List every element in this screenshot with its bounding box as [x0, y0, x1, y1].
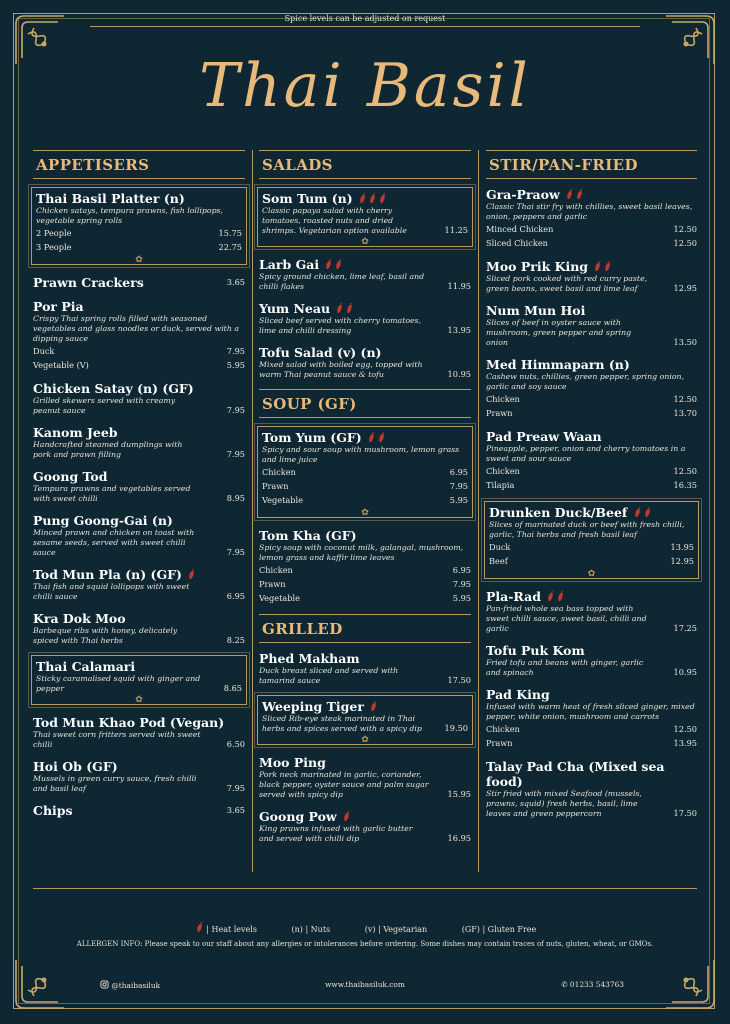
item-description: Barbeque ribs with honey, delicately spiced with Thai herbs: [33, 626, 178, 645]
item-name-text: Goong Tod: [33, 469, 108, 484]
item-price: 17.25: [673, 623, 697, 633]
option-price: 7.95: [226, 346, 245, 356]
option-label: Minced Chicken: [486, 224, 554, 234]
item-description: Cashew nuts, chillies, green pepper, spring onion, garlic and soy sauce: [486, 372, 685, 391]
item-name-text: Som Tum (n): [262, 191, 353, 206]
menu-item: [33, 715, 245, 750]
item-price: 10.95: [447, 369, 471, 379]
item-description: Sliced pork cooked with red curry paste, green beans, sweet basil and lime leaf: [486, 274, 648, 293]
item-name-text: Pad Preaw Waan: [486, 429, 602, 444]
option-price: 15.75: [218, 228, 242, 238]
item-description: Minced prawn and chicken on toast with sesame seeds, served with sweet chilli sauce: [33, 528, 195, 557]
section-title-salads: SALADS: [259, 150, 471, 179]
item-description: Chicken satays, tempura prawns, fish lollipops, vegetable spring rolls: [36, 206, 224, 225]
item-name-text: Tofu Puk Kom: [486, 643, 585, 658]
section-title-soup: SOUP (GF): [259, 389, 471, 418]
item-name-text: Tom Yum (GF): [262, 430, 362, 445]
item-name-text: Kra Dok Moo: [33, 611, 126, 626]
option-label: Duck: [33, 346, 55, 356]
chili-icon: [324, 259, 333, 270]
item-description: Spicy soup with coconut milk, galangal, mushroom, lemon grass and kaffir lime leaves: [259, 543, 464, 562]
menu-item: [259, 809, 471, 844]
menu-item: [33, 759, 245, 794]
item-desc-row: [36, 674, 242, 694]
item-desc-row: [259, 770, 471, 800]
item-name: [486, 429, 697, 444]
divider: [33, 888, 697, 889]
option-row: [486, 722, 697, 736]
chili-icon: [358, 193, 367, 204]
item-description: Pan-fried whole sea bass topped with sweet chilli sauce, sweet basil, chilli and garlic: [486, 604, 647, 633]
option-label: Chicken: [486, 724, 520, 734]
chili-icon: [335, 303, 344, 314]
chili-icon: [367, 432, 376, 443]
item-name-text: Yum Neau: [259, 301, 331, 316]
item-desc-row: [486, 274, 697, 294]
section-title-grilled: GRILLED: [259, 614, 471, 643]
item-desc-row: [262, 714, 468, 734]
item-name-text: Drunken Duck/Beef: [489, 505, 628, 520]
item-name-text: Chips: [33, 803, 73, 818]
item-description: Pineapple, pepper, onion and cherry tomatoes in a sweet and sour sauce: [486, 444, 686, 463]
option-price: 12.50: [673, 724, 697, 734]
item-description: Mixed salad with boiled egg, topped with warm Thai peanut sauce & tofu: [259, 360, 423, 379]
item-name: [33, 381, 245, 396]
menu-item: [33, 469, 245, 504]
item-name: [262, 699, 468, 714]
option-row: [486, 222, 697, 236]
menu-item: [31, 187, 247, 265]
section-title-stirfried: STIR/PAN-FRIED: [486, 150, 697, 179]
item-name: [259, 345, 471, 360]
item-name: [33, 425, 245, 440]
spice-note: Spice levels can be adjusted on request: [284, 14, 446, 23]
item-name-text: Thai Calamari: [36, 659, 136, 674]
option-row: [259, 591, 471, 605]
menu-item: [486, 429, 697, 492]
soup-list: [259, 426, 471, 605]
item-name-text: Pad King: [486, 687, 550, 702]
item-name-text: Por Pia: [33, 299, 84, 314]
menu-item: [259, 651, 471, 686]
item-name: [259, 528, 471, 543]
item-price: 7.95: [226, 547, 245, 557]
column-divider: [478, 150, 479, 872]
option-row: [489, 554, 694, 568]
item-desc-row: [33, 440, 245, 460]
option-price: 5.95: [449, 495, 468, 505]
chili-icon: [369, 701, 378, 712]
menu-item: [259, 345, 471, 380]
item-price: 16.95: [447, 833, 471, 843]
salads-list: [259, 187, 471, 380]
option-price: 12.50: [673, 394, 697, 404]
option-row: [33, 344, 245, 358]
menu-item: [33, 381, 245, 416]
item-description: Fried tofu and beans with ginger, garlic and spinach: [486, 658, 644, 677]
item-name: [33, 469, 245, 484]
item-name: [486, 687, 697, 702]
item-price: 8.25: [226, 635, 245, 645]
item-name-text: Chicken Satay (n) (GF): [33, 381, 194, 396]
menu-item: [33, 803, 245, 818]
menu-item: [486, 643, 697, 678]
divider: [90, 26, 640, 27]
item-name: [486, 643, 697, 658]
option-row: [262, 493, 468, 507]
menu-item: [259, 755, 471, 800]
chili-icon: [378, 193, 387, 204]
chili-icon: [575, 189, 584, 200]
item-name-text: Pung Goong-Gai (n): [33, 513, 173, 528]
item-name-text: Tod Mun Pla (n) (GF): [33, 567, 182, 582]
item-description: Stir fried with mixed Seafood (mussels, prawns, squid) fresh herbs, basil, lime leaves and green peppercorn: [486, 789, 642, 818]
item-price: 8.65: [223, 683, 242, 693]
item-name: [259, 809, 471, 824]
option-label: Duck: [489, 542, 511, 552]
item-description: Tempura prawns and vegetables served with sweet chilli: [33, 484, 191, 503]
legend: [0, 922, 730, 934]
item-description: Slices of marinated duck or beef with fresh chilli, garlic, Thai herbs and fresh basil leaf: [489, 520, 685, 539]
item-desc-row: [33, 396, 245, 416]
option-label: Prawn: [486, 738, 513, 748]
menu-item: [486, 259, 697, 294]
phone-number[interactable]: [561, 980, 624, 989]
item-price: 7.95: [226, 449, 245, 459]
chili-icon: [593, 261, 602, 272]
option-label: Beef: [489, 556, 508, 566]
menu-item: [257, 426, 473, 518]
item-description: Crispy Thai spring rolls filled with seasoned vegetables and glass noodles or duck, served with a dipping sauce: [33, 314, 239, 343]
item-price: 7.95: [226, 405, 245, 415]
item-desc-row: [259, 666, 471, 686]
item-name: [486, 759, 697, 789]
item-desc-row: [33, 528, 245, 558]
option-price: 6.95: [449, 467, 468, 477]
item-price: 11.95: [447, 281, 471, 291]
menu-item: [486, 303, 697, 348]
item-name: [36, 191, 242, 206]
item-description: Classic papaya salad with cherry tomatoes, roasted nuts and dried shrimps. Vegetarian option available: [262, 206, 407, 235]
option-price: 13.95: [673, 738, 697, 748]
item-price: 3.65: [226, 805, 245, 815]
option-row: [36, 226, 242, 240]
item-description: Thai sweet corn fritters served with sweet chilli: [33, 730, 201, 749]
item-name-text: Thai Basil Platter (n): [36, 191, 185, 206]
menu-item: [33, 513, 245, 558]
chili-icon: [342, 811, 351, 822]
item-price: 11.25: [444, 225, 468, 235]
item-description: Duck breast sliced and served with tamarind sauce: [259, 666, 399, 685]
menu-item: [33, 611, 245, 646]
item-name: [33, 567, 245, 582]
item-name-text: Weeping Tiger: [262, 699, 364, 714]
stirfried-list: [486, 187, 697, 819]
phone-icon: ✆: [561, 980, 568, 989]
item-name-text: Tom Kha (GF): [259, 528, 357, 543]
item-name: [33, 803, 245, 818]
chili-icon: [546, 591, 555, 602]
column-divider: [252, 150, 253, 872]
option-price: 5.95: [452, 593, 471, 603]
item-desc-row: [486, 604, 697, 634]
instagram-text: @thaibasiluk: [111, 981, 161, 990]
item-description: King prawns infused with garlic butter and served with chilli dip: [259, 824, 413, 843]
option-price: 7.95: [452, 579, 471, 589]
item-desc-row: [486, 318, 697, 348]
item-name-text: Kanom Jeeb: [33, 425, 118, 440]
item-description: Pork neck marinated in garlic, coriander, black pepper, oyster sauce and palm sugar served with spicy dip: [259, 770, 429, 799]
item-description: Slices of beef in oyster sauce with mushroom, green pepper and spring onion: [486, 318, 632, 347]
appetisers-column: [33, 150, 245, 827]
middle-column: [259, 150, 471, 853]
menu-item: [486, 187, 697, 250]
item-price: 17.50: [673, 808, 697, 818]
item-price: 17.50: [447, 675, 471, 685]
chili-icon: [187, 569, 196, 580]
option-row: [486, 236, 697, 250]
item-name-text: Moo Prik King: [486, 259, 589, 274]
item-price: 10.95: [673, 667, 697, 677]
item-description: Sliced Rib-eye steak marinated in Thai herbs and spices served with a spicy dip: [262, 714, 422, 733]
item-name: [33, 759, 245, 774]
item-desc-row: [486, 658, 697, 678]
legend-veg: (v) | Vegetarian: [364, 925, 428, 934]
chili-icon: [603, 261, 612, 272]
option-label: Prawn: [486, 408, 513, 418]
item-name-text: Tod Mun Khao Pod (Vegan): [33, 715, 225, 730]
option-row: [486, 736, 697, 750]
item-name: [486, 357, 697, 372]
item-desc-row: [486, 789, 697, 819]
chili-icon: [556, 591, 565, 602]
item-desc-row: [33, 484, 245, 504]
menu-item: [31, 655, 247, 705]
option-label: Prawn: [262, 481, 289, 491]
option-price: 6.95: [452, 565, 471, 575]
item-desc-row: [33, 582, 245, 602]
item-description: Mussels in green curry sauce, fresh chilli and basil leaf: [33, 774, 197, 793]
option-label: 3 People: [36, 242, 72, 252]
option-row: [489, 540, 694, 554]
option-label: Vegetable: [259, 593, 300, 603]
item-desc-row: [33, 774, 245, 794]
section-title-appetisers: APPETISERS: [33, 150, 245, 179]
menu-item: [257, 187, 473, 247]
option-price: 13.95: [670, 542, 694, 552]
item-name-text: Med Himmaparn (n): [486, 357, 630, 372]
item-name: [259, 257, 471, 272]
option-label: Vegetable: [262, 495, 303, 505]
option-price: 5.95: [226, 360, 245, 370]
option-label: Chicken: [486, 466, 520, 476]
option-row: [33, 358, 245, 372]
item-description: Sticky caramalised squid with ginger and pepper: [36, 674, 201, 693]
option-label: Chicken: [262, 467, 296, 477]
item-name: [33, 513, 245, 528]
item-price: 19.50: [444, 723, 468, 733]
menu-item: [486, 357, 697, 420]
menu-item: [486, 687, 697, 750]
item-price: 6.95: [226, 591, 245, 601]
option-price: 13.70: [673, 408, 697, 418]
menu-item: [259, 257, 471, 292]
option-price: 16.35: [673, 480, 697, 490]
item-desc-row: [262, 206, 468, 236]
menu-item: [484, 501, 699, 579]
chili-icon: [633, 507, 642, 518]
item-name-text: Moo Ping: [259, 755, 326, 770]
chili-icon: [377, 432, 386, 443]
option-label: 2 People: [36, 228, 72, 238]
item-price: 13.50: [673, 337, 697, 347]
chili-icon: [195, 922, 204, 933]
item-name-text: Larb Gai: [259, 257, 320, 272]
item-description: Infused with warm heat of fresh sliced ginger, mixed pepper, white onion, mushroom and carrots: [486, 702, 695, 721]
stirfried-column: [486, 150, 697, 828]
item-description: Grilled skewers served with creamy peanut sauce: [33, 396, 176, 415]
option-row: [262, 465, 468, 479]
item-name: [33, 275, 245, 290]
menu-item: [486, 589, 697, 634]
option-label: Vegetable (V): [33, 360, 89, 370]
legend-nuts: (n) | Nuts: [291, 925, 331, 934]
chili-icon: [643, 507, 652, 518]
item-name: [259, 651, 471, 666]
chili-icon: [565, 189, 574, 200]
menu-item: [33, 275, 245, 290]
option-row: [259, 577, 471, 591]
allergen-info: ALLERGEN INFO: Please speak to our staff about any allergies or intolerances before ordering. Some dishes may contain traces of nuts, gluten, wheat, or GMOs.: [76, 940, 654, 948]
item-name-text: Gra-Praow: [486, 187, 560, 202]
item-name: [486, 303, 697, 318]
item-name-text: Pla-Rad: [486, 589, 541, 604]
option-label: Chicken: [486, 394, 520, 404]
item-name-text: Hoi Ob (GF): [33, 759, 118, 774]
item-price: 12.95: [673, 283, 697, 293]
item-description: Handcrafted steamed dumplings with pork and prawn filling: [33, 440, 183, 459]
option-label: Chicken: [259, 565, 293, 575]
item-name: [486, 589, 697, 604]
menu-item: [33, 299, 245, 372]
menu-item: [486, 759, 697, 819]
option-row: [486, 478, 697, 492]
item-desc-row: [33, 626, 245, 646]
item-price: 6.50: [226, 739, 245, 749]
item-name: [259, 301, 471, 316]
item-name: [33, 299, 245, 314]
option-row: [486, 392, 697, 406]
item-price: 3.65: [226, 277, 245, 287]
item-name: [36, 659, 242, 674]
item-description: Thai fish and squid lollipops with sweet chilli sauce: [33, 582, 190, 601]
item-name-text: Tofu Salad (v) (n): [259, 345, 382, 360]
website-link[interactable]: www.thaibasiluk.com: [325, 980, 405, 989]
item-description: Spicy and sour soup with mushroom, lemon grass and lime juice: [262, 445, 460, 464]
item-name-text: Num Mun Hoi: [486, 303, 586, 318]
option-row: [486, 406, 697, 420]
item-name: [486, 187, 697, 202]
item-description: Classic Thai stir fry with chillies, sweet basil leaves, onion, peppers and garlic: [486, 202, 693, 221]
item-name: [33, 611, 245, 626]
item-name: [489, 505, 694, 520]
item-name: [259, 755, 471, 770]
item-desc-row: [259, 360, 471, 380]
phone-text: 01233 543763: [569, 980, 624, 989]
item-name: [486, 259, 697, 274]
option-price: 7.95: [449, 481, 468, 491]
option-row: [36, 240, 242, 254]
item-name-text: Goong Pow: [259, 809, 337, 824]
option-label: Sliced Chicken: [486, 238, 548, 248]
option-row: [262, 479, 468, 493]
item-name-text: Phed Makham: [259, 651, 360, 666]
menu-item: [33, 425, 245, 460]
item-price: 13.95: [447, 325, 471, 335]
legend-gf: (GF) | Gluten Free: [461, 925, 537, 934]
item-name: [33, 715, 245, 730]
option-price: 12.50: [673, 466, 697, 476]
item-desc-row: [259, 272, 471, 292]
item-description: Spicy ground chicken, lime leaf, basil and chilli flakes: [259, 272, 425, 291]
menu-item: [33, 567, 245, 602]
restaurant-logo: Thai Basil: [199, 51, 531, 121]
option-row: [259, 563, 471, 577]
item-desc-row: [259, 316, 471, 336]
option-label: Tilapia: [486, 480, 515, 490]
option-price: 12.50: [673, 224, 697, 234]
item-desc-row: [259, 824, 471, 844]
menu-item: [259, 528, 471, 605]
item-name-text: Prawn Crackers: [33, 275, 144, 290]
item-name-text: Talay Pad Cha (Mixed sea food): [486, 759, 665, 789]
item-price: 8.95: [226, 493, 245, 503]
menu-item: [259, 301, 471, 336]
item-price: 15.95: [447, 789, 471, 799]
legend-heat: | Heat levels: [194, 925, 257, 934]
item-name: [262, 430, 468, 445]
option-price: 22.75: [218, 242, 242, 252]
chili-icon: [368, 193, 377, 204]
item-name: [262, 191, 468, 206]
option-row: [486, 464, 697, 478]
item-description: Sliced beef served with cherry tomatoes, lime and chilli dressing: [259, 316, 422, 335]
appetisers-list: [33, 187, 245, 818]
option-price: 12.95: [670, 556, 694, 566]
option-price: 12.50: [673, 238, 697, 248]
option-label: Prawn: [259, 579, 286, 589]
menu-item: [257, 695, 473, 745]
chili-icon: [334, 259, 343, 270]
chili-icon: [345, 303, 354, 314]
item-desc-row: [33, 730, 245, 750]
item-price: 7.95: [226, 783, 245, 793]
grilled-list: [259, 651, 471, 844]
